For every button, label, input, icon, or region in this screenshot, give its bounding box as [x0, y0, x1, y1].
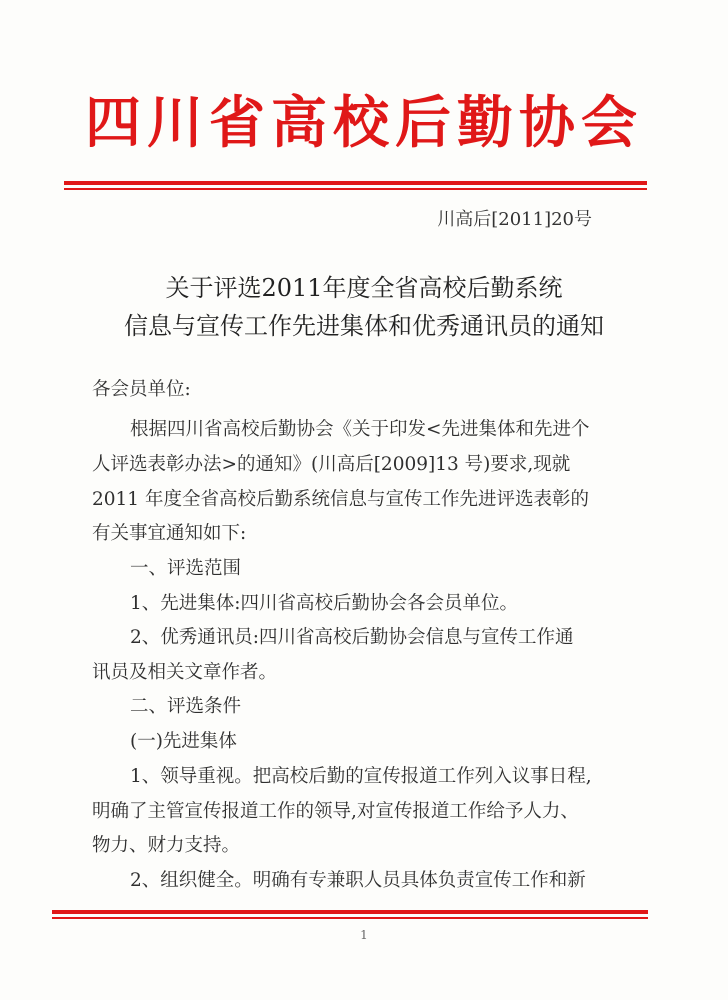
notice-title-line1: 关于评选2011年度全省高校后勤系统 [165, 274, 563, 302]
page-number: 1 [360, 928, 368, 942]
salutation: 各会员单位: [92, 379, 191, 400]
intro-line-2: 人评选表彰办法>的通知》(川高后[2009]13 号)要求,现就 [92, 454, 571, 475]
intro-line-3: 2011 年度全省高校后勤系统信息与宣传工作先进评选表彰的 [92, 489, 589, 510]
intro-line-4: 有关事宜通知如下: [92, 523, 247, 544]
section2-item1-line3: 物力、财力支持。 [92, 835, 241, 856]
document-number: 川高后[2011]20号 [437, 209, 592, 230]
section1-heading: 一、评选范围 [130, 558, 242, 579]
section1-item2-line1: 2、优秀通讯员:四川省高校后勤协会信息与宣传工作通 [130, 627, 574, 648]
section2-heading: 二、评选条件 [130, 696, 242, 717]
section2-item1-line2: 明确了主管宣传报道工作的领导,对宣传报道工作给予人力、 [92, 801, 579, 822]
section2-subheading: (一)先进集体 [130, 731, 237, 752]
intro-line-1: 根据四川省高校后勤协会《关于印发<先进集体和先进个 [130, 419, 590, 440]
org-name-heading: 四川省高校后勤协会 [85, 90, 643, 156]
header-red-rule-thin [64, 188, 647, 190]
section1-item1: 1、先进集体:四川省高校后勤协会各会员单位。 [130, 593, 519, 614]
section2-item2-line1: 2、组织健全。明确有专兼职人员具体负责宣传工作和新 [130, 870, 586, 891]
footer-red-rule-thin [52, 917, 648, 919]
section2-item1-line1: 1、领导重视。把高校后勤的宣传报道工作列入议事日程, [130, 766, 592, 787]
header-red-rule-thick [64, 181, 647, 185]
section1-item2-line2: 讯员及相关文章作者。 [92, 662, 278, 683]
notice-title-line2: 信息与宣传工作先进集体和优秀通讯员的通知 [124, 312, 604, 340]
footer-red-rule-thick [52, 910, 648, 914]
